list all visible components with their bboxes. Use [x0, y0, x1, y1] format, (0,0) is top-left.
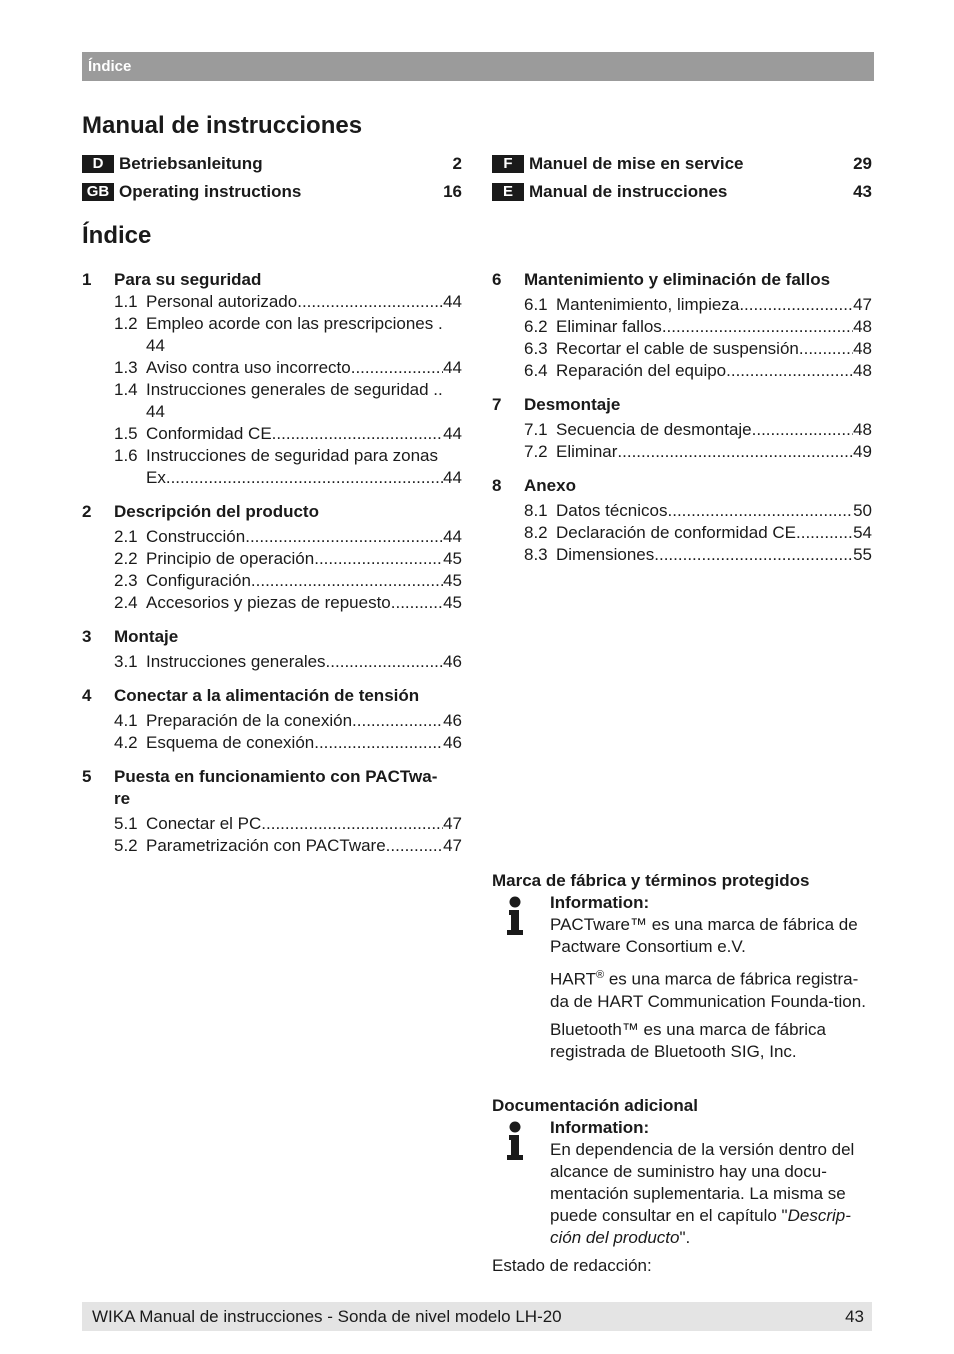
entry-number: 6.2	[524, 317, 548, 336]
toc-chapter[interactable]	[82, 269, 462, 291]
entry-page: 47	[853, 295, 872, 314]
toc-entry[interactable]	[492, 294, 872, 316]
chapter-title-line2: re	[114, 789, 131, 808]
dot-leader	[351, 357, 443, 379]
documentation-text-end: ".	[679, 1228, 691, 1247]
language-code-badge: E	[492, 183, 524, 201]
language-code-badge: F	[492, 155, 524, 173]
entry-number: 2.3	[114, 571, 138, 590]
entry-text: Principio de operación	[146, 549, 315, 568]
entry-page: 46	[443, 652, 462, 671]
documentation-chapter-ref[interactable]: Descrip-ción del producto	[550, 1206, 851, 1247]
entry-page: 54	[853, 523, 872, 542]
chapter-number: 2	[82, 502, 92, 521]
language-title: Manuel de mise en service	[529, 154, 744, 173]
toc-entry[interactable]	[492, 500, 872, 522]
entry-text: Preparación de la conexión	[146, 711, 353, 730]
toc-column-left	[82, 269, 462, 857]
trademark-hart	[550, 964, 874, 1013]
toc-entry[interactable]	[492, 338, 872, 360]
toc-entry[interactable]	[82, 526, 462, 548]
entry-page: 55	[853, 545, 872, 564]
toc-chapter[interactable]	[82, 766, 462, 810]
entry-page: 47	[443, 836, 462, 855]
footer-page-number: 43	[845, 1307, 864, 1326]
chapter-title-line1: Puesta en funcionamiento con PACTwa-	[114, 767, 438, 786]
chapter-title: Anexo	[524, 476, 576, 495]
dot-leader	[326, 651, 444, 673]
entry-page: 48	[853, 317, 872, 336]
entry-number: 1.1	[114, 292, 138, 311]
toc-entry[interactable]	[492, 316, 872, 338]
chapter-number: 4	[82, 686, 92, 705]
entry-number: 4.2	[114, 733, 138, 752]
toc-chapter[interactable]	[82, 501, 462, 523]
entry-text: Dimensiones	[556, 545, 655, 564]
registered-mark: ®	[595, 969, 605, 981]
running-header	[82, 52, 874, 81]
trademark-hart-name: HART	[550, 969, 596, 989]
entry-text: Recortar el cable de suspensión	[556, 339, 799, 358]
toc-entry[interactable]	[492, 419, 872, 441]
entry-page: 48	[853, 339, 872, 358]
dot-leader	[799, 338, 853, 360]
toc-entry[interactable]	[82, 835, 462, 857]
toc-chapter[interactable]	[492, 475, 872, 497]
toc-entry[interactable]	[82, 357, 462, 379]
dot-leader	[668, 500, 854, 522]
toc-entry[interactable]	[82, 570, 462, 592]
toc-entry[interactable]	[492, 441, 872, 463]
chapter-number: 6	[492, 270, 502, 289]
entry-number: 8.1	[524, 501, 548, 520]
entry-number: 1.6	[114, 446, 138, 465]
toc-entry[interactable]: 1.2 Empleo acorde con las prescripciones . 44	[114, 314, 443, 355]
toc-entry[interactable]	[82, 445, 462, 467]
info-label: Information:	[550, 893, 650, 912]
entry-text: Datos técnicos	[556, 501, 668, 520]
toc-entry[interactable]: 1.4 Instrucciones generales de seguridad .. 44	[114, 380, 443, 421]
dot-leader	[752, 419, 853, 441]
chapter-title: Descripción del producto	[114, 502, 319, 521]
dot-leader	[654, 544, 853, 566]
toc-title: Índice	[82, 222, 152, 249]
dot-leader	[386, 835, 443, 857]
entry-text: Instrucciones de seguridad para zonas	[146, 446, 439, 465]
toc-entry[interactable]	[82, 291, 462, 313]
documentation-notice	[492, 1095, 874, 1277]
dot-leader	[251, 570, 443, 592]
info-icon	[504, 896, 526, 936]
trademark-pactware: PACTware™ es una marca de fábrica de Pactware Consortium e.V.	[550, 915, 858, 956]
chapter-number: 7	[492, 395, 502, 414]
documentation-text-main: En dependencia de la versión dentro del alcance de suministro hay una docu-mentación suplementaria. La misma se puede consultar en el capítulo "	[550, 1140, 855, 1225]
entry-text: Secuencia de desmontaje	[556, 420, 752, 439]
chapter-title: Conectar a la alimentación de tensión	[114, 686, 420, 705]
entry-page: 44	[443, 358, 462, 377]
entry-page: 44	[146, 402, 165, 421]
toc-entry[interactable]	[492, 544, 872, 566]
toc-chapter[interactable]	[492, 269, 872, 291]
footer-title: WIKA Manual de instrucciones - Sonda de nivel modelo LH-20	[92, 1307, 562, 1326]
entry-number: 1.3	[114, 358, 138, 377]
toc-entry[interactable]	[82, 548, 462, 570]
documentation-text	[550, 1139, 874, 1249]
toc-column-right	[492, 269, 872, 566]
entry-page: 45	[443, 593, 462, 612]
entry-number: 6.1	[524, 295, 548, 314]
entry-text: Instrucciones generales	[146, 652, 326, 671]
entry-page: 45	[443, 549, 462, 568]
entry-page: 44	[443, 468, 462, 487]
documentation-info	[492, 1117, 874, 1249]
chapter-number: 1	[82, 270, 92, 289]
language-page: 29	[853, 154, 872, 173]
dot-leader	[352, 710, 443, 732]
toc-entry[interactable]	[82, 710, 462, 732]
entry-page: 48	[853, 361, 872, 380]
entry-text: Aviso contra uso incorrecto	[146, 358, 351, 377]
toc-entry-continuation[interactable]	[82, 467, 462, 489]
toc-entry[interactable]	[82, 423, 462, 445]
language-page: 2	[452, 154, 462, 173]
page-footer	[82, 1302, 872, 1331]
chapter-title: Mantenimiento y eliminación de fallos	[524, 270, 831, 289]
entry-text: Empleo acorde con las prescripciones	[146, 314, 434, 333]
dot-leader	[662, 316, 853, 338]
edition-status: Estado de redacción:	[492, 1256, 652, 1275]
entry-text: Declaración de conformidad CE	[556, 523, 797, 542]
entry-number: 2.1	[114, 527, 138, 546]
chapter-title: Desmontaje	[524, 395, 621, 414]
toc-entry[interactable]	[82, 813, 462, 835]
entry-number: 5.2	[114, 836, 138, 855]
entry-text: Ex	[146, 468, 166, 487]
language-row-d[interactable]	[82, 153, 462, 175]
language-code-badge: D	[82, 155, 114, 173]
entry-page: 44	[443, 424, 462, 443]
manual-title: Manual de instrucciones	[82, 112, 363, 139]
language-row-e[interactable]	[492, 181, 872, 203]
language-title: Betriebsanleitung	[119, 154, 263, 173]
language-row-f[interactable]	[492, 153, 872, 175]
entry-text: Construcción	[146, 527, 246, 546]
entry-number: 7.1	[524, 420, 548, 439]
entry-page: 48	[853, 420, 872, 439]
entry-page: 47	[443, 814, 462, 833]
trademarks-notice	[492, 870, 874, 1063]
dot-leader	[314, 548, 443, 570]
language-title: Manual de instrucciones	[529, 182, 728, 201]
dot-leader	[297, 291, 443, 313]
documentation-heading: Documentación adicional	[492, 1096, 698, 1115]
chapter-number: 8	[492, 476, 502, 495]
toc-entry[interactable]	[492, 522, 872, 544]
entry-number: 2.4	[114, 593, 138, 612]
entry-number: 6.3	[524, 339, 548, 358]
info-icon	[504, 1121, 526, 1161]
chapter-number: 5	[82, 767, 92, 786]
entry-number: 3.1	[114, 652, 138, 671]
entry-number: 7.2	[524, 442, 548, 461]
entry-number: 8.2	[524, 523, 548, 542]
entry-page: 44	[443, 527, 462, 546]
entry-page: 46	[443, 733, 462, 752]
dot-leader	[796, 522, 853, 544]
entry-number: 4.1	[114, 711, 138, 730]
dot-leader	[261, 813, 443, 835]
dot-leader	[739, 294, 853, 316]
toc-chapter[interactable]	[82, 685, 462, 707]
info-label: Information:	[550, 1118, 650, 1137]
entry-text: Configuración	[146, 571, 251, 590]
dot-leader	[272, 423, 443, 445]
toc-entry[interactable]	[82, 732, 462, 754]
entry-number: 5.1	[114, 814, 138, 833]
toc-chapter[interactable]	[82, 626, 462, 648]
toc-entry[interactable]	[492, 360, 872, 382]
chapter-title: Montaje	[114, 627, 179, 646]
language-page: 16	[443, 182, 462, 201]
chapter-number: 3	[82, 627, 92, 646]
dot-leader	[314, 732, 443, 754]
entry-number: 1.5	[114, 424, 138, 443]
entry-page: 44	[443, 292, 462, 311]
entry-text: Eliminar	[556, 442, 618, 461]
entry-page: 44	[146, 336, 165, 355]
entry-page: 49	[853, 442, 872, 461]
entry-page: 45	[443, 571, 462, 590]
entry-text: Mantenimiento, limpieza	[556, 295, 740, 314]
entry-text: Eliminar fallos	[556, 317, 662, 336]
dot-leader	[166, 467, 443, 489]
chapter-title	[114, 766, 462, 810]
entry-text: Instrucciones generales de seguridad	[146, 380, 429, 399]
entry-text: Conformidad CE	[146, 424, 272, 443]
entry-number: 1.4	[114, 380, 138, 399]
entry-text: Esquema de conexión	[146, 733, 315, 752]
entry-text: Personal autorizado	[146, 292, 298, 311]
trademark-hart-text: es una marca de fábrica registra-da de HART Communication Founda-tion.	[550, 969, 866, 1011]
dot-leader	[726, 360, 853, 382]
language-row-gb[interactable]	[82, 181, 462, 203]
chapter-title: Para su seguridad	[114, 270, 262, 289]
language-code-badge: GB	[82, 183, 114, 201]
dot-leader	[617, 441, 853, 463]
entry-number: 1.2	[114, 314, 138, 333]
trademark-bluetooth: Bluetooth™ es una marca de fábrica registrada de Bluetooth SIG, Inc.	[550, 1019, 826, 1061]
entry-number: 6.4	[524, 361, 548, 380]
entry-page: 50	[853, 501, 872, 520]
entry-text: Conectar el PC	[146, 814, 262, 833]
entry-page: 46	[443, 711, 462, 730]
dot-leader	[391, 592, 443, 614]
trademarks-info	[492, 892, 874, 1063]
entry-text: Reparación del equipo	[556, 361, 727, 380]
toc-entry[interactable]	[82, 592, 462, 614]
running-header-label: Índice	[88, 58, 132, 75]
entry-number: 8.3	[524, 545, 548, 564]
entry-text: Accesorios y piezas de repuesto	[146, 593, 391, 612]
entry-text: Parametrización con PACTware	[146, 836, 386, 855]
toc-entry[interactable]	[82, 651, 462, 673]
dot-leader	[245, 526, 443, 548]
language-title: Operating instructions	[119, 182, 302, 201]
trademarks-heading: Marca de fábrica y términos protegidos	[492, 871, 810, 890]
entry-number: 2.2	[114, 549, 138, 568]
toc-chapter[interactable]	[492, 394, 872, 416]
language-page: 43	[853, 182, 872, 201]
